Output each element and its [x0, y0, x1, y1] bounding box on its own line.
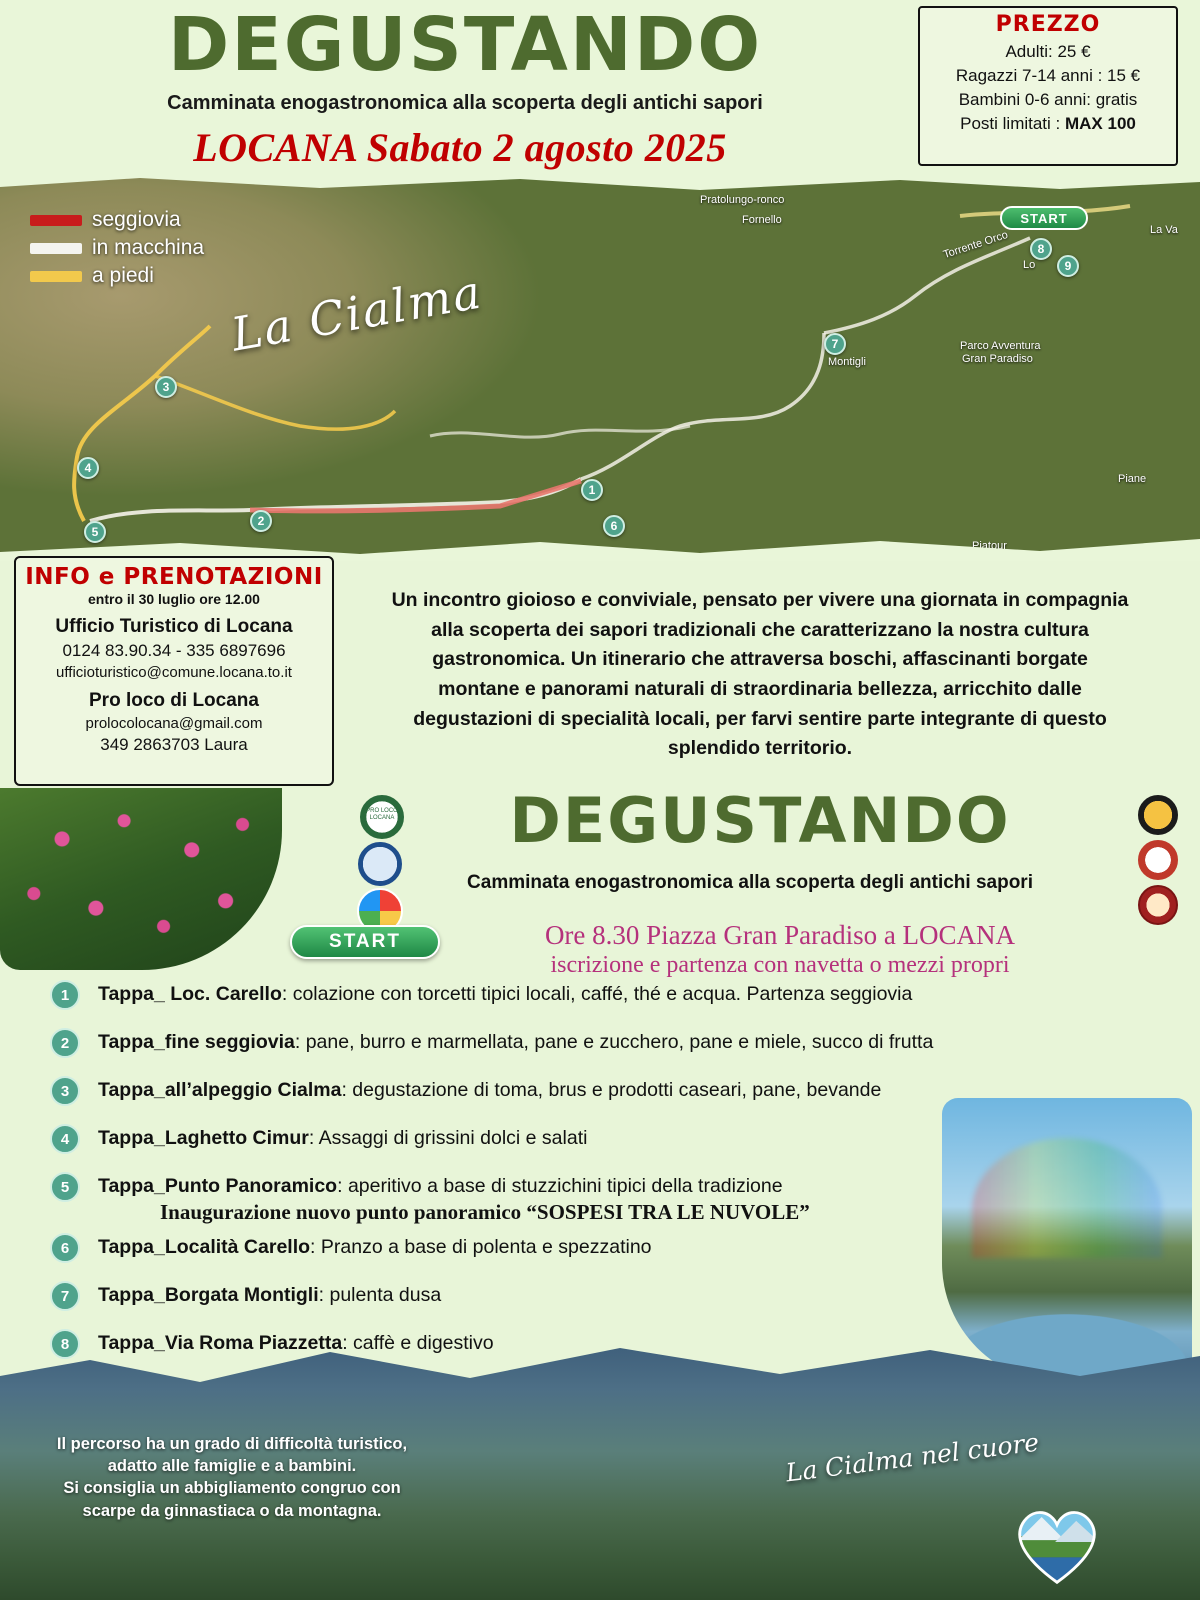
price-kids: Ragazzi 7-14 anni : 15 €: [955, 66, 1141, 86]
info-proloco-name: Pro loco di Locana: [89, 690, 259, 711]
stage-number-4: 4: [50, 1124, 80, 1154]
stage-title-4: Tappa_Laghetto Cimur: [98, 1127, 309, 1149]
map-node-7[interactable]: 7: [824, 333, 846, 355]
event-description: Un incontro gioioso e conviviale, pensato per vivere una giornata in compagnia alla scoperta dei sapori tradizionali che caratterizzano la nostra cultura gastronomica. Un itinerario che attraversa boschi, affascinanti borgate montane e panorami naturali di straordinaria bellezza, arricchito dalle degustazioni di specialità locali, per farvi sentire parte integrante di questo splendido territorio.: [391, 589, 1129, 760]
info-office-name: Ufficio Turistico di Locana: [55, 616, 293, 637]
legend-label-seggiovia: seggiovia: [92, 208, 181, 231]
price-box: [918, 6, 1178, 166]
stage-number-1: 1: [50, 980, 80, 1010]
stage-number-7: 7: [50, 1281, 80, 1311]
legend-swatch-seggiovia: [30, 215, 82, 226]
map-town-label: La Va: [1150, 224, 1178, 236]
stage-number-6: 6: [50, 1233, 80, 1263]
stage-text-3: [98, 1074, 1150, 1102]
map-town-label: Fornello: [742, 214, 782, 226]
list-item: [50, 1279, 1150, 1321]
map-legend: [30, 208, 204, 292]
stage-title-1: Tappa_ Loc. Carello: [98, 983, 282, 1005]
map-node-1[interactable]: 1: [581, 479, 603, 501]
map-area-label: La Cialma: [227, 264, 487, 362]
stage-text-4: [98, 1122, 1150, 1150]
map-node-4[interactable]: 4: [77, 457, 99, 479]
footer-script-text: La Cialma nel cuore: [784, 1427, 1041, 1488]
info-office-phones[interactable]: 0124 83.90.34 - 335 6897696: [62, 641, 286, 660]
price-limited-value: MAX 100: [1064, 114, 1136, 134]
list-item: [50, 1170, 1150, 1225]
heart-logo-icon: [1009, 1494, 1105, 1590]
info-proloco-email[interactable]: prolocolocana@gmail.com: [85, 715, 263, 732]
difficulty-note-line-2: adatto alle famiglie e a bambini.: [107, 1457, 357, 1476]
map-node-6[interactable]: 6: [603, 515, 625, 537]
meeting-details: iscrizione e partenza con navetta o mezzi propri: [550, 952, 1010, 978]
map-start-badge: START: [1000, 206, 1088, 230]
price-children: Bambini 0-6 anni: gratis: [958, 90, 1138, 110]
difficulty-note-line-1: Il percorso ha un grado di difficoltà turistico,: [56, 1434, 408, 1453]
legend-item: [30, 236, 204, 260]
list-item: [50, 978, 1150, 1020]
stage-number-2: 2: [50, 1028, 80, 1058]
map-town-label: Montigli: [828, 356, 866, 368]
map-node-2[interactable]: 2: [250, 510, 272, 532]
stage-desc-7: : pulenta dusa: [318, 1284, 442, 1307]
unione-montana-logo: [1138, 840, 1178, 880]
stage-desc-2: : pane, burro e marmellata, pane e zucchero, pane e miele, succo di frutta: [294, 1031, 934, 1053]
map-node-5[interactable]: 5: [84, 521, 106, 543]
stage-text-6: [98, 1231, 1150, 1259]
price-adults: Adulti: 25 €: [1005, 42, 1091, 62]
pro-loco-locana-logo: [360, 795, 404, 839]
info-proloco-phone[interactable]: 349 2863703 Laura: [100, 735, 248, 754]
price-limited-label: Posti limitati :: [960, 114, 1065, 134]
legend-item: [30, 208, 204, 232]
stage-desc-8: : caffè e digestivo: [342, 1332, 494, 1355]
poster-header: [0, 0, 1200, 176]
stage-extra-5: Inaugurazione nuovo punto panoramico “SOSPESI TRA LE NUVOLE”: [160, 1200, 810, 1225]
map-node-9[interactable]: 9: [1057, 255, 1079, 277]
info-booking-box: [14, 556, 334, 786]
stage-desc-1: : colazione con torcetti tipici locali, caffé, thé e acqua. Partenza seggiovia: [281, 983, 913, 1005]
info-title: INFO e PRENOTAZIONI: [25, 564, 323, 590]
meeting-point: Ore 8.30 Piazza Gran Paradiso a LOCANA: [544, 920, 1016, 950]
list-item: [50, 1231, 1150, 1273]
stage-desc-5: : aperitivo a base di stuzzichini tipici della tradizione: [337, 1175, 783, 1197]
difficulty-note-line-4: scarpe da ginnastiaca o da montagna.: [82, 1501, 382, 1520]
price-limited: [928, 114, 1168, 134]
map-town-label: Pratolungo-ronco: [700, 194, 785, 206]
legend-item: [30, 264, 204, 288]
stage-text-1: [98, 978, 1150, 1006]
stage-text-7: [98, 1279, 1150, 1307]
stage-desc-3: : degustazione di toma, brus e prodotti caseari, pane, bevande: [341, 1079, 882, 1101]
list-item: [50, 1122, 1150, 1164]
event-place-date: LOCANA Sabato 2 agosto 2025: [193, 125, 727, 170]
stage-number-5: 5: [50, 1172, 80, 1202]
parco-gran-paradiso-logo: [1138, 795, 1178, 835]
stage-title-5: Tappa_Punto Panoramico: [98, 1175, 338, 1197]
page-subtitle: Camminata enogastronomica alla scoperta degli antichi sapori: [167, 92, 763, 114]
page-title: DEGUSTANDO: [167, 2, 763, 88]
map-town-label: Lo: [1023, 259, 1036, 271]
soccorso-alpino-logo: [1138, 885, 1178, 925]
secondary-title: DEGUSTANDO: [509, 784, 1011, 857]
list-item: [50, 1074, 1150, 1116]
legend-swatch-piedi: [30, 271, 82, 282]
stage-text-2: [98, 1026, 1150, 1054]
legend-label-piedi: a piedi: [92, 264, 154, 287]
comune-di-locana-logo: [358, 842, 402, 886]
map-town-label: Piane: [1118, 473, 1147, 485]
legend-swatch-macchina: [30, 243, 82, 254]
stage-desc-6: : Pranzo a base di polenta e spezzatino: [310, 1236, 652, 1259]
map-node-8[interactable]: 8: [1030, 238, 1052, 260]
start-button[interactable]: START: [290, 925, 440, 959]
stage-text-5: [98, 1170, 1150, 1198]
stage-number-8: 8: [50, 1329, 80, 1359]
stage-title-3: Tappa_all’alpeggio Cialma: [98, 1079, 342, 1101]
info-deadline: entro il 30 luglio ore 12.00: [88, 591, 260, 607]
info-office-email[interactable]: ufficioturistico@comune.locana.to.it: [56, 664, 292, 681]
difficulty-note-line-3: Si consiglia un abbigliamento congruo con: [63, 1479, 401, 1498]
map-node-3[interactable]: 3: [155, 376, 177, 398]
pro-loco-logo-caption: PRO LOCO LOCANA: [366, 808, 398, 821]
stage-title-2: Tappa_fine seggiovia: [98, 1031, 295, 1053]
map-town-label: Parco Avventura: [960, 340, 1041, 352]
map-town-label: Piatour: [972, 540, 1007, 552]
stage-number-3: 3: [50, 1076, 80, 1106]
stage-title-6: Tappa_Località Carello: [98, 1236, 311, 1259]
price-title: PREZZO: [995, 12, 1101, 37]
difficulty-note: [42, 1433, 422, 1522]
secondary-subtitle: Camminata enogastronomica alla scoperta degli antichi sapori: [467, 872, 1033, 893]
map-town-label: Gran Paradiso: [962, 353, 1033, 365]
stage-title-7: Tappa_Borgata Montigli: [98, 1284, 319, 1307]
route-map: [0, 176, 1200, 561]
map-town-label: Torrente Orco: [941, 228, 1010, 262]
rhododendron-photo: [0, 788, 282, 970]
list-item: [50, 1026, 1150, 1068]
stage-title-8: Tappa_Via Roma Piazzetta: [98, 1332, 343, 1355]
legend-label-macchina: in macchina: [92, 236, 205, 259]
stage-desc-4: : Assaggi di grissini dolci e salati: [308, 1127, 588, 1149]
